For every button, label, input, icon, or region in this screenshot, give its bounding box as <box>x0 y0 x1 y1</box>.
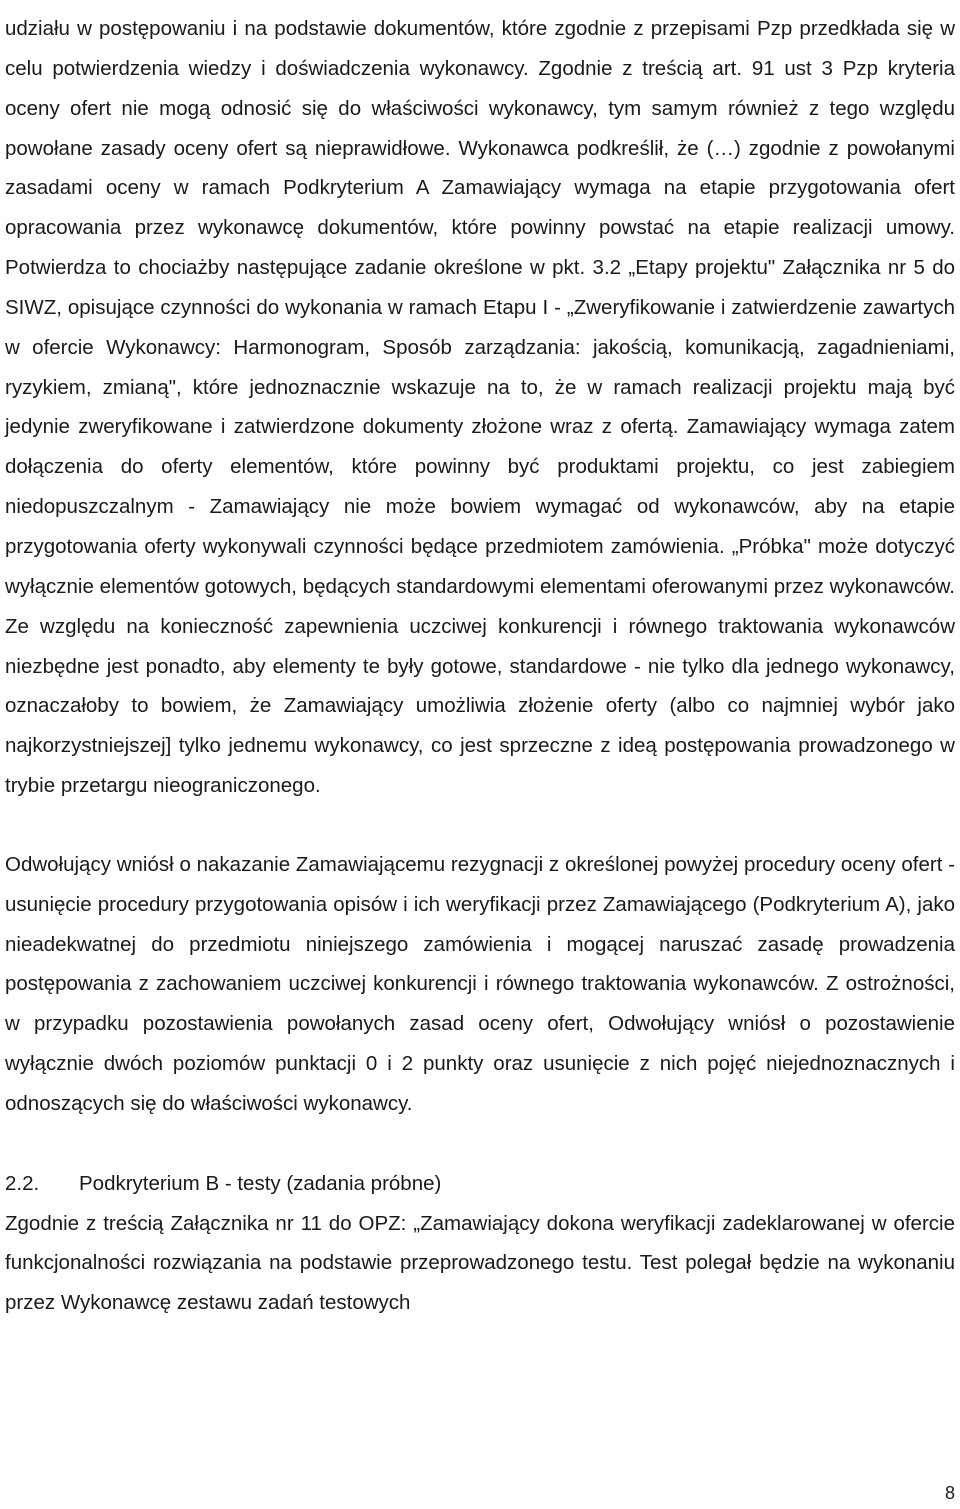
section-title: Podkryterium B - testy (zadania próbne) <box>79 1171 442 1195</box>
section-number: 2.2. <box>5 1171 40 1195</box>
section-heading <box>5 1164 955 1204</box>
body-paragraph-2: Odwołujący wniósł o nakazanie Zamawiającemu rezygnacji z określonej powyżej procedury oceny ofert - usunięcie procedury przygotowania opisów i ich weryfikacji przez Zamawiającego (Podkryterium A), jako nieadekwatnej do przedmiotu niniejszego zamówienia i mogącej naruszać zasadę prowadzenia postępowania z zachowaniem uczciwej konkurencji i równego traktowania wykonawców. Z ostrożności, w przypadku pozostawienia powołanych zasad oceny ofert, Odwołujący wniósł o pozostawienie wyłącznie dwóch poziomów punktacji 0 i 2 punkty oraz usunięcie z nich pojęć niejednoznacznych i odnoszących się do właściwości wykonawcy. <box>5 852 955 1115</box>
body-paragraph-3: Zgodnie z treścią Załącznika nr 11 do OPZ: „Zamawiający dokona weryfikacji zadeklarowanej w ofercie funkcjonalności rozwiązania na podstawie przeprowadzonego testu. Test polegał będzie na wykonaniu przez Wykonawcę zestawu zadań testowych <box>5 1211 955 1315</box>
page-number: 8 <box>944 1483 955 1503</box>
body-paragraph-1: udziału w postępowaniu i na podstawie dokumentów, które zgodnie z przepisami Pzp przedkłada się w celu potwierdzenia wiedzy i doświadczenia wykonawcy. Zgodnie z treścią art. 91 ust 3 Pzp kryteria oceny ofert nie mogą odnosić się do właściwości wykonawcy, tym samym również z tego względu powołane zasady oceny ofert są nieprawidłowe. Wykonawca podkreślił, że (…) zgodnie z powołanymi zasadami oceny w ramach Podkryterium A Zamawiający wymaga na etapie przygotowania ofert opracowania przez wykonawcę dokumentów, które powinny powstać na etapie realizacji umowy. Potwierdza to chociażby następujące zadanie określone w pkt. 3.2 „Etapy projektu" Załącznika nr 5 do SIWZ, opisujące czynności do wykonania w ramach Etapu I - „Zweryfikowanie i zatwierdzenie zawartych w ofercie Wykonawcy: Harmonogram, Sposób zarządzania: jakością, komunikacją, zagadnieniami, ryzykiem, zmianą", które jednoznacznie wskazuje na to, że w ramach realizacji projektu mają być jedynie zweryfikowane i zatwierdzone dokumenty złożone wraz z ofertą. Zamawiający wymaga zatem dołączenia do oferty elementów, które powinny być produktami projektu, co jest zabiegiem niedopuszczalnym - Zamawiający nie może bowiem wymagać od wykonawców, aby na etapie przygotowania oferty wykonywali czynności będące przedmiotem zamówienia. „Próbka" może dotyczyć wyłącznie elementów gotowych, będących standardowymi elementami oferowanymi przez wykonawców. Ze względu na konieczność zapewnienia uczciwej konkurencji i równego traktowania wykonawców niezbędne jest ponadto, aby elementy te były gotowe, standardowe - nie tylko dla jednego wykonawcy, oznaczałoby to bowiem, że Zamawiający umożliwia złożenie oferty (albo co najmniej wybór jako najkorzystniejszej] tylko jednemu wykonawcy, co jest sprzeczne z ideą postępowania prowadzonego w trybie przetargu nieograniczonego. <box>5 17 955 798</box>
document-page <box>5 0 955 1323</box>
